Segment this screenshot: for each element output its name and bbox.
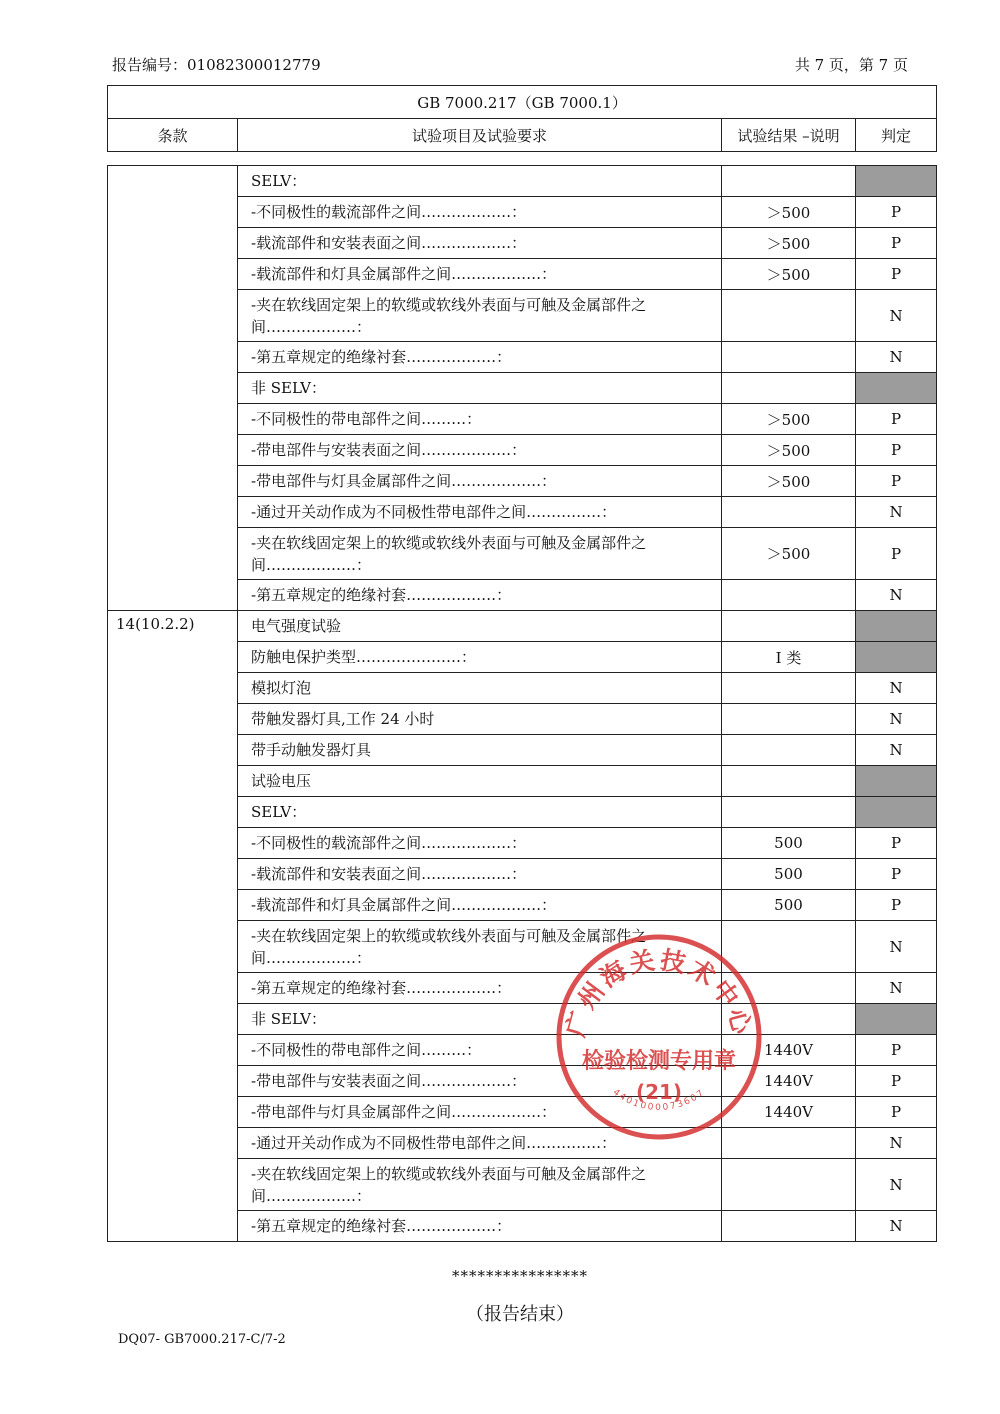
test-result [722, 166, 856, 197]
test-result [722, 580, 856, 611]
col-result-header: 试验结果 –说明 [722, 119, 856, 152]
test-item: -载流部件和灯具金属部件之间………………： [238, 890, 722, 921]
test-item: 试验电压 [238, 766, 722, 797]
table-row [108, 611, 937, 642]
test-item: -不同极性的载流部件之间………………： [238, 197, 722, 228]
verdict: N [856, 342, 937, 373]
verdict: N [856, 580, 937, 611]
test-result [722, 342, 856, 373]
test-item: -不同极性的载流部件之间………………： [238, 828, 722, 859]
col-clause-header: 条款 [108, 119, 238, 152]
verdict: P [856, 828, 937, 859]
test-result: ＞500 [722, 435, 856, 466]
test-item: -载流部件和安装表面之间………………： [238, 859, 722, 890]
verdict [856, 642, 937, 673]
svg-text:4401000073607: 4401000073607 [610, 1087, 708, 1114]
test-result: 500 [722, 890, 856, 921]
verdict [856, 797, 937, 828]
verdict [856, 766, 937, 797]
test-item: -夹在软线固定架上的软缆或软线外表面与可触及金属部件之间………………： [238, 921, 722, 973]
verdict [856, 1004, 937, 1035]
test-result [722, 921, 856, 973]
verdict: P [856, 859, 937, 890]
test-item: SELV： [238, 797, 722, 828]
test-item: -带电部件与安装表面之间………………： [238, 435, 722, 466]
test-item: -通过开关动作成为不同极性带电部件之间……………： [238, 497, 722, 528]
verdict [856, 166, 937, 197]
test-item: 非 SELV： [238, 1004, 722, 1035]
test-item: SELV： [238, 166, 722, 197]
verdict [856, 611, 937, 642]
test-result [722, 673, 856, 704]
test-item: -夹在软线固定架上的软缆或软线外表面与可触及金属部件之间………………： [238, 1159, 722, 1211]
standard-title: GB 7000.217（GB 7000.1） [108, 86, 937, 119]
test-result [722, 766, 856, 797]
verdict: P [856, 1097, 937, 1128]
verdict: N [856, 1211, 937, 1242]
verdict: N [856, 973, 937, 1004]
col-item-header: 试验项目及试验要求 [238, 119, 722, 152]
test-item: -带电部件与安装表面之间………………： [238, 1066, 722, 1097]
test-result: 1440V [722, 1066, 856, 1097]
form-code: DQ07- GB7000.217-C/7-2 [118, 1332, 286, 1347]
test-item: 非 SELV： [238, 373, 722, 404]
test-result [722, 1004, 856, 1035]
test-result [722, 373, 856, 404]
test-item: -第五章规定的绝缘衬套………………： [238, 580, 722, 611]
test-result [722, 611, 856, 642]
verdict: P [856, 466, 937, 497]
test-result: 1440V [722, 1035, 856, 1066]
test-item: 带手动触发器灯具 [238, 735, 722, 766]
test-results-table [107, 165, 937, 1242]
svg-text:广州海关技术中心: 广州海关技术中心 [560, 945, 758, 1040]
table-row [108, 166, 937, 197]
verdict: N [856, 673, 937, 704]
test-item: -不同极性的带电部件之间………： [238, 1035, 722, 1066]
test-result: 500 [722, 859, 856, 890]
test-result [722, 973, 856, 1004]
verdict: N [856, 1128, 937, 1159]
verdict: N [856, 1159, 937, 1211]
clause-cell [108, 166, 238, 611]
col-verdict-header: 判定 [856, 119, 937, 152]
verdict: P [856, 528, 937, 580]
verdict: P [856, 228, 937, 259]
svg-text:(21): (21) [635, 1080, 683, 1104]
test-item: -带电部件与灯具金属部件之间………………： [238, 466, 722, 497]
verdict: N [856, 704, 937, 735]
verdict: N [856, 290, 937, 342]
verdict: P [856, 435, 937, 466]
test-result: ＞500 [722, 466, 856, 497]
verdict: N [856, 735, 937, 766]
verdict: P [856, 259, 937, 290]
test-result [722, 1211, 856, 1242]
test-result [722, 1128, 856, 1159]
test-item: -夹在软线固定架上的软缆或软线外表面与可触及金属部件之间………………： [238, 290, 722, 342]
verdict: P [856, 1066, 937, 1097]
test-item: -第五章规定的绝缘衬套………………： [238, 973, 722, 1004]
test-item: 防触电保护类型…………………： [238, 642, 722, 673]
test-result [722, 497, 856, 528]
svg-text:检验检测专用章: 检验检测专用章 [581, 1049, 737, 1074]
test-result [722, 704, 856, 735]
verdict: P [856, 1035, 937, 1066]
verdict: P [856, 197, 937, 228]
test-item: -带电部件与灯具金属部件之间………………： [238, 1097, 722, 1128]
verdict: P [856, 404, 937, 435]
test-item: -载流部件和安装表面之间………………： [238, 228, 722, 259]
end-stars: **************** [452, 1267, 588, 1285]
verdict: N [856, 921, 937, 973]
test-result: 500 [722, 828, 856, 859]
test-result: I 类 [722, 642, 856, 673]
report-end: （报告结束） [466, 1304, 574, 1325]
test-item: -不同极性的带电部件之间………： [238, 404, 722, 435]
test-result: ＞500 [722, 528, 856, 580]
test-item: -通过开关动作成为不同极性带电部件之间……………： [238, 1128, 722, 1159]
test-result: ＞500 [722, 228, 856, 259]
test-item: -载流部件和灯具金属部件之间………………： [238, 259, 722, 290]
page-info: 共 7 页，第 7 页 [794, 56, 908, 74]
test-result: 1440V [722, 1097, 856, 1128]
test-result [722, 1159, 856, 1211]
test-item: 模拟灯泡 [238, 673, 722, 704]
header-table [107, 85, 937, 152]
test-result: ＞500 [722, 197, 856, 228]
verdict: N [856, 497, 937, 528]
test-item: -第五章规定的绝缘衬套………………： [238, 342, 722, 373]
test-result [722, 290, 856, 342]
test-result [722, 735, 856, 766]
verdict: P [856, 890, 937, 921]
test-item: 电气强度试验 [238, 611, 722, 642]
test-result [722, 797, 856, 828]
verdict [856, 373, 937, 404]
test-result: ＞500 [722, 404, 856, 435]
clause-cell: 14(10.2.2) [108, 611, 238, 1242]
test-item: -第五章规定的绝缘衬套………………： [238, 1211, 722, 1242]
test-item: -夹在软线固定架上的软缆或软线外表面与可触及金属部件之间………………： [238, 528, 722, 580]
test-item: 带触发器灯具,工作 24 小时 [238, 704, 722, 735]
test-result: ＞500 [722, 259, 856, 290]
report-number: 报告编号：01082300012779 [112, 56, 321, 74]
